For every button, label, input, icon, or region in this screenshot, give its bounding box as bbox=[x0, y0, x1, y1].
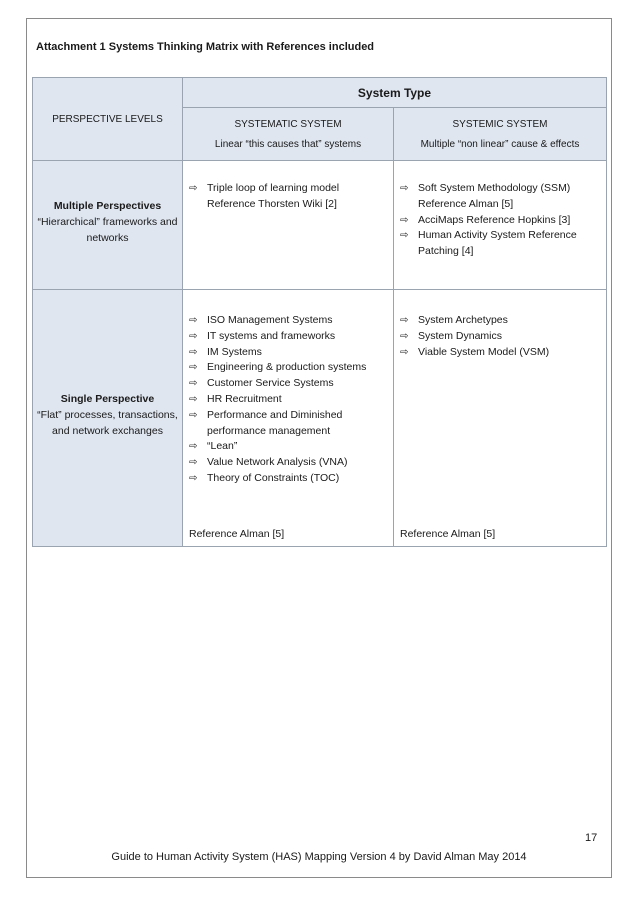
list-item bbox=[400, 228, 602, 260]
list-item-text: Customer Service Systems bbox=[207, 377, 334, 390]
list-item bbox=[189, 471, 389, 487]
multiple-perspectives-cell bbox=[33, 161, 183, 290]
page-number: 17 bbox=[585, 832, 598, 844]
right-arrow-outline-icon: ⇨ bbox=[189, 362, 198, 374]
list-item-text: Value Network Analysis (VNA) bbox=[207, 456, 348, 469]
right-arrow-outline-icon: ⇨ bbox=[400, 230, 409, 242]
list-item bbox=[189, 181, 389, 213]
reference-note: Reference Alman [5] bbox=[189, 528, 285, 540]
list-item-text: Performance and Diminished performance management bbox=[207, 408, 343, 437]
list-item bbox=[189, 392, 389, 408]
system-type-header: System Type bbox=[183, 78, 607, 108]
list-item bbox=[189, 376, 389, 392]
perspective-subtitle: “Hierarchical” frameworks and networks bbox=[37, 216, 178, 244]
systematic-list bbox=[183, 181, 393, 213]
list-item bbox=[400, 181, 602, 213]
list-item-text: HR Recruitment bbox=[207, 392, 282, 405]
right-arrow-outline-icon: ⇨ bbox=[189, 472, 198, 484]
list-item-text: Triple loop of learning model Reference Thorsten Wiki [2] bbox=[207, 182, 340, 210]
systemic-system-label: SYSTEMIC SYSTEM bbox=[452, 119, 548, 130]
list-item-text: Viable System Model (VSM) bbox=[418, 345, 550, 358]
systematic-cell bbox=[183, 161, 394, 290]
right-arrow-outline-icon: ⇨ bbox=[189, 315, 198, 326]
right-arrow-outline-icon: ⇨ bbox=[400, 315, 409, 326]
systemic-cell bbox=[394, 161, 607, 290]
list-item-text: Human Activity System Reference Patching [4] bbox=[418, 229, 577, 258]
list-item-text: Soft System Methodology (SSM) Reference Alman [5] bbox=[418, 182, 571, 210]
list-item bbox=[189, 439, 389, 455]
right-arrow-outline-icon: ⇨ bbox=[400, 183, 409, 194]
table-row bbox=[33, 161, 607, 290]
list-item bbox=[400, 329, 602, 345]
list-item bbox=[189, 313, 389, 329]
list-item-text: ISO Management Systems bbox=[207, 314, 333, 326]
single-perspective-cell bbox=[33, 290, 183, 547]
list-item-text: “Lean” bbox=[207, 440, 238, 453]
right-arrow-outline-icon: ⇨ bbox=[189, 330, 198, 342]
right-arrow-outline-icon: ⇨ bbox=[400, 330, 409, 342]
systems-thinking-matrix bbox=[32, 77, 607, 547]
list-item-text: Engineering & production systems bbox=[207, 361, 367, 374]
right-arrow-outline-icon: ⇨ bbox=[189, 346, 198, 358]
right-arrow-outline-icon: ⇨ bbox=[189, 378, 198, 390]
right-arrow-outline-icon: ⇨ bbox=[189, 409, 198, 421]
list-item-text: Theory of Constraints (TOC) bbox=[207, 471, 340, 484]
systemic-system-description: Multiple “non linear” cause & effects bbox=[420, 139, 580, 150]
list-item bbox=[189, 408, 389, 440]
document-heading: Attachment 1 Systems Thinking Matrix with References included bbox=[36, 41, 375, 53]
systematic-cell bbox=[183, 290, 394, 547]
systemic-cell bbox=[394, 290, 607, 547]
list-item bbox=[400, 345, 602, 361]
systematic-list bbox=[183, 313, 393, 487]
systematic-system-label: SYSTEMATIC SYSTEM bbox=[234, 119, 342, 130]
systematic-system-description: Linear “this causes that” systems bbox=[214, 139, 362, 150]
list-item bbox=[189, 455, 389, 471]
right-arrow-outline-icon: ⇨ bbox=[189, 457, 198, 469]
list-item-text: IT systems and frameworks bbox=[207, 329, 336, 342]
list-item bbox=[189, 345, 389, 361]
reference-note: Reference Alman [5] bbox=[400, 528, 496, 540]
perspective-levels-header bbox=[33, 78, 183, 161]
perspective-subtitle: “Flat” processes, transactions, and network exchanges bbox=[37, 409, 178, 437]
perspective-title: Single Perspective bbox=[60, 393, 155, 405]
systematic-system-header bbox=[183, 108, 394, 161]
list-item bbox=[189, 360, 389, 376]
list-item bbox=[400, 313, 602, 329]
page-footer: Guide to Human Activity System (HAS) Mapping Version 4 by David Alman May 2014 bbox=[111, 851, 527, 863]
perspective-levels-label: PERSPECTIVE LEVELS bbox=[52, 113, 163, 125]
systemic-system-header bbox=[394, 108, 607, 161]
systemic-list bbox=[394, 181, 606, 260]
right-arrow-outline-icon: ⇨ bbox=[400, 214, 409, 226]
list-item-text: IM Systems bbox=[207, 345, 262, 358]
perspective-title: Multiple Perspectives bbox=[53, 200, 162, 212]
list-item bbox=[189, 329, 389, 345]
table-row bbox=[33, 290, 607, 547]
list-item-text: System Dynamics bbox=[418, 329, 503, 342]
right-arrow-outline-icon: ⇨ bbox=[400, 346, 409, 358]
right-arrow-outline-icon: ⇨ bbox=[189, 183, 198, 194]
list-item-text: AcciMaps Reference Hopkins [3] bbox=[418, 213, 571, 226]
right-arrow-outline-icon: ⇨ bbox=[189, 393, 198, 405]
systemic-list bbox=[394, 313, 606, 360]
right-arrow-outline-icon: ⇨ bbox=[189, 441, 198, 453]
list-item bbox=[400, 213, 602, 229]
list-item-text: System Archetypes bbox=[418, 314, 508, 326]
